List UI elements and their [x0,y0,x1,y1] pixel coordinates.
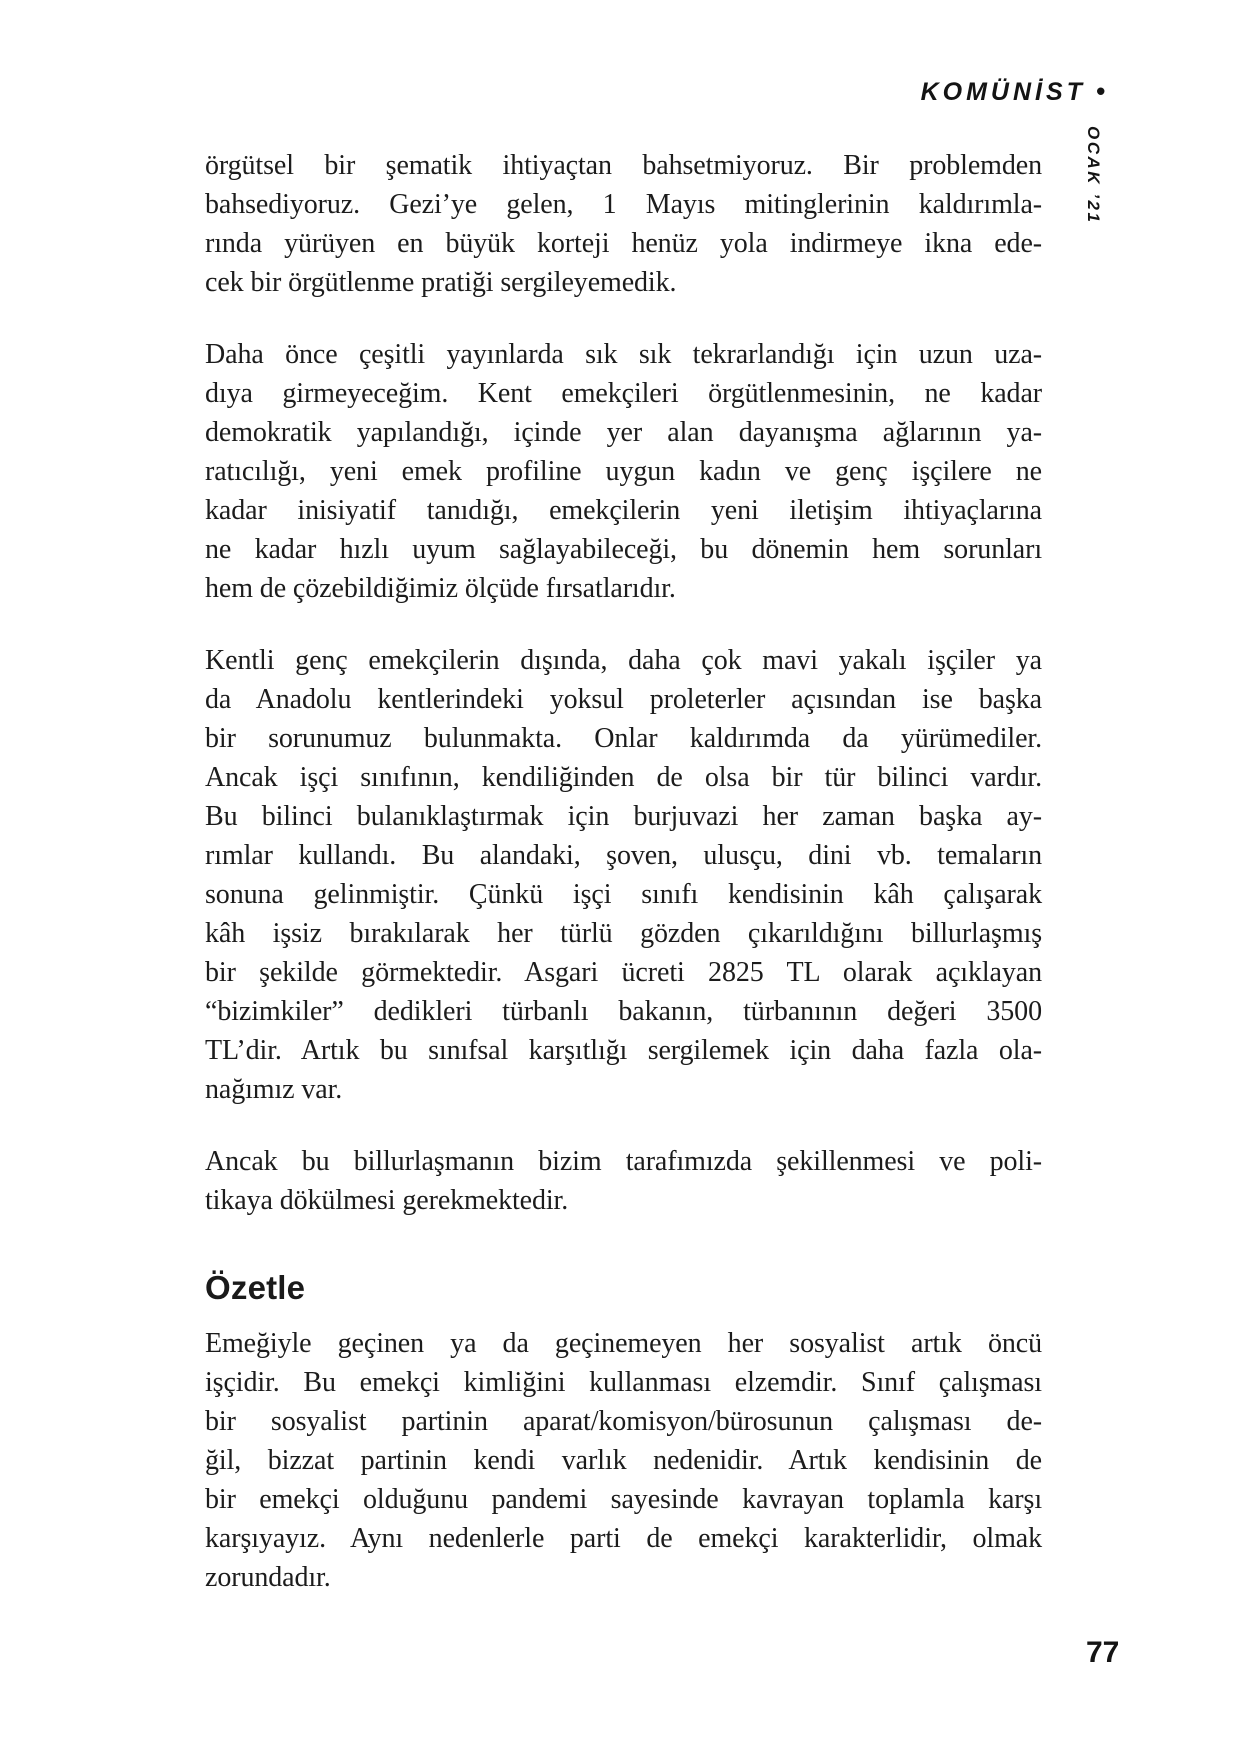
text-line: ne kadar hızlı uyum sağlayabileceği, bu dönemin hem sorunları [205,534,1042,565]
text-line: rımlar kullandı. Bu alandaki, şoven, ulusçu, dini vb. temaların [205,840,1042,871]
text-line: zorundadır. [205,1562,331,1593]
text-line: dıya girmeyeceğim. Kent emekçileri örgütlenmesinin, ne kadar [205,378,1042,409]
paragraph [205,146,1042,302]
text-line: Daha önce çeşitli yayınlarda sık sık tekrarlandığı için uzun uza- [205,339,1042,370]
text-line: sonuna gelinmiştir. Çünkü işçi sınıfı kendisinin kâh çalışarak [205,879,1042,910]
bullet-icon: • [1095,76,1105,106]
text-line: da Anadolu kentlerindeki yoksul proleterler açısından ise başka [205,684,1042,715]
text-line: bahsediyoruz. Gezi’ye gelen, 1 Mayıs mitinglerinin kaldırımla- [205,189,1042,220]
text-line: ratıcılığı, yeni emek profiline uygun kadın ve genç işçilere ne [205,456,1042,487]
text-line: örgütsel bir şematik ihtiyaçtan bahsetmiyoruz. Bir problemden [205,150,1042,181]
text-line: kadar inisiyatif tanıdığı, emekçilerin yeni iletişim ihtiyaçlarına [205,495,1042,526]
text-line: Kentli genç emekçilerin dışında, daha çok mavi yakalı işçiler ya [205,645,1042,676]
text-line: bir sosyalist partinin aparat/komisyon/bürosunun çalışması de- [205,1406,1042,1437]
paragraph [205,335,1042,608]
text-line: işçidir. Bu emekçi kimliğini kullanması elzemdir. Sınıf çalışması [205,1367,1042,1398]
text-line: nağımız var. [205,1074,343,1105]
text-line: rında yürüyen en büyük korteji henüz yola indirmeye ikna ede- [205,228,1042,259]
text-line: bir emekçi olduğunu pandemi sayesinde kavrayan toplamla karşı [205,1484,1042,1515]
issue-label: OCAK ’21 [1084,126,1103,225]
text-line: tikaya dökülmesi gerekmektedir. [205,1185,569,1216]
paragraph [205,1142,1042,1220]
text-line: kâh işsiz bırakılarak her türlü gözden çıkarıldığını billurlaşmış [205,918,1042,949]
text-line: ğil, bizzat partinin kendi varlık nedenidir. Artık kendisinin de [205,1445,1042,1476]
text-line: hem de çözebildiğimiz ölçüde fırsatlarıdır. [205,573,676,604]
text-line: Ancak işçi sınıfının, kendiliğinden de olsa bir tür bilinci vardır. [205,762,1042,793]
paragraph [205,1324,1042,1597]
text-line: bir sorunumuz bulunmakta. Onlar kaldırımda da yürümediler. [205,723,1042,754]
text-line: Emeğiyle geçinen ya da geçinemeyen her sosyalist artık öncü [205,1328,1042,1359]
text-line: karşıyayız. Aynı nedenlerle parti de emekçi karakterlidir, olmak [205,1523,1042,1554]
text-line: Ancak bu billurlaşmanın bizim tarafımızda şekillenmesi ve poli- [205,1146,1042,1177]
issue-label-vertical [1081,126,1103,246]
page-number: 77 [1086,1636,1120,1669]
paragraph [205,641,1042,1109]
article-body [205,146,1042,1630]
text-line: Bu bilinci bulanıklaştırmak için burjuvazi her zaman başka ay- [205,801,1042,832]
magazine-title: KOMÜNİST [920,78,1086,106]
text-line: demokratik yapılandığı, içinde yer alan dayanışma ağlarının ya- [205,417,1042,448]
text-line: cek bir örgütlenme pratiği sergileyemedik. [205,267,677,298]
text-line: “bizimkiler” dedikleri türbanlı bakanın, türbanının değeri 3500 [205,996,1042,1027]
magazine-masthead [921,76,1105,107]
text-line: bir şekilde görmektedir. Asgari ücreti 2825 TL olarak açıklayan [205,957,1042,988]
section-heading: Özetle [205,1269,306,1306]
text-line: TL’dir. Artık bu sınıfsal karşıtlığı sergilemek için daha fazla ola- [205,1035,1042,1066]
